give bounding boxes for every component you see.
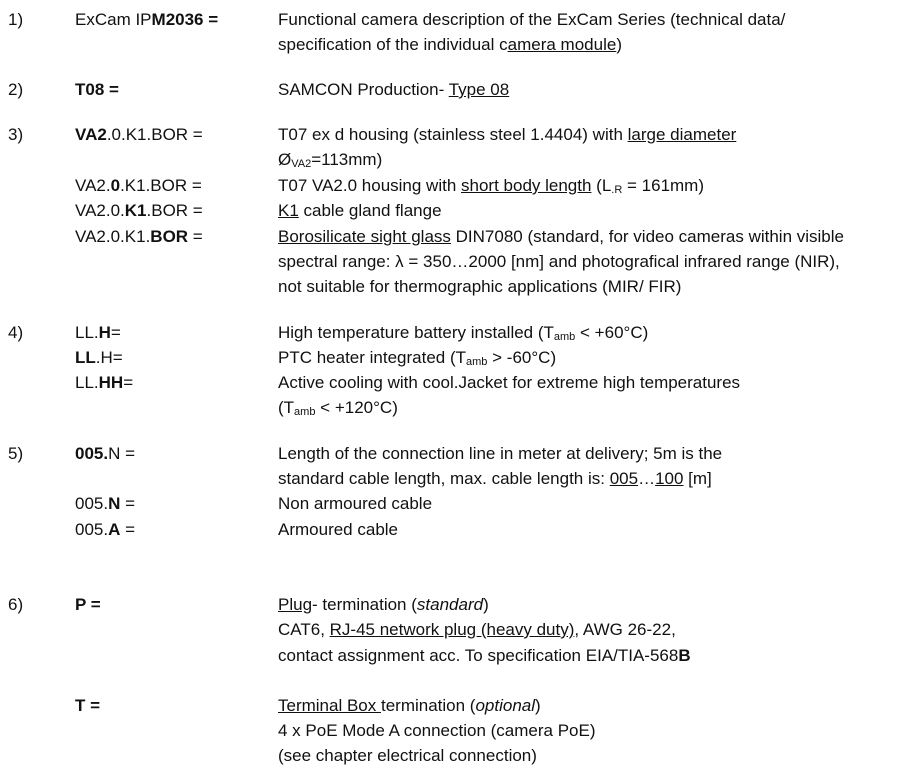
option-description	[278, 252, 840, 272]
text-run: short body length	[461, 176, 592, 195]
text-run: BOR	[150, 227, 189, 246]
text-run: High temperature battery installed (T	[278, 323, 554, 342]
text-run: LL.	[75, 373, 99, 392]
text-run: RJ-45 network plug (heavy duty)	[329, 620, 575, 639]
option-code	[75, 201, 203, 221]
text-run: contact assignment acc. To specification EIA/TIA-568	[278, 646, 679, 665]
option-description	[278, 201, 442, 221]
text-run: spectral range: λ = 350…2000 [nm] and photografical infrared range (NIR),	[278, 252, 840, 271]
text-run: T07 ex d housing (stainless steel 1.4404) with	[278, 125, 628, 144]
text-run: amb	[294, 406, 316, 418]
text-run: , AWG 26-22,	[574, 620, 676, 639]
option-description	[278, 646, 691, 666]
text-run: LL.	[75, 323, 99, 342]
option-code	[75, 125, 203, 145]
text-run: 005.	[75, 520, 109, 539]
text-run: amb	[553, 331, 576, 343]
option-description	[278, 444, 722, 464]
item-number: 6)	[8, 595, 24, 614]
option-description	[278, 176, 704, 196]
option-description	[278, 494, 432, 514]
text-run: T07 VA2.0 housing with	[278, 176, 462, 195]
text-run: (see chapter electrical connection)	[278, 746, 537, 765]
option-description	[278, 323, 648, 343]
text-run: DIN7080 (standard, for video cameras within visible	[450, 227, 844, 246]
text-run: (L	[591, 176, 612, 195]
text-run: )	[483, 595, 489, 614]
item-number: 1)	[8, 10, 24, 29]
text-run: 005.	[75, 494, 109, 513]
text-run: VA2.0.K1.	[75, 227, 151, 246]
text-run: amera module	[507, 35, 617, 54]
text-run: Functional camera description of the ExCam Series (technical data/	[278, 10, 786, 29]
text-run: not suitable for thermographic applications (MIR/ FIR)	[278, 277, 682, 296]
text-run: K1	[278, 201, 299, 220]
option-description	[278, 398, 398, 418]
option-description	[278, 373, 740, 393]
text-run: large diameter	[627, 125, 737, 144]
text-run: cable gland flange	[298, 201, 442, 220]
text-run: = 161mm)	[622, 176, 705, 195]
text-run: N =	[108, 444, 136, 463]
text-run: M2036 =	[151, 10, 219, 29]
text-run: VA2	[291, 158, 312, 170]
option-code	[75, 176, 202, 196]
text-run: VA2.	[75, 176, 111, 195]
text-run: optional	[475, 696, 536, 715]
text-run: 005.	[75, 444, 109, 463]
text-run: .K1.BOR =	[120, 176, 202, 195]
text-run: =	[123, 373, 134, 392]
text-run: .H=	[95, 348, 123, 367]
option-description	[278, 469, 712, 489]
option-code	[75, 373, 133, 393]
option-description	[278, 620, 676, 640]
text-run: B	[678, 646, 691, 665]
text-run: 005	[609, 469, 639, 488]
text-run: standard	[416, 595, 484, 614]
option-code	[75, 444, 135, 464]
option-description	[278, 150, 382, 170]
text-run: P =	[75, 595, 101, 614]
text-run: [m]	[683, 469, 712, 488]
option-code	[75, 10, 218, 30]
option-description	[278, 35, 622, 55]
text-run: Borosilicate sight glass	[278, 227, 451, 246]
item-number: 3)	[8, 125, 24, 144]
option-code	[75, 323, 121, 343]
text-run: =113mm)	[311, 150, 383, 169]
text-run: .BOR =	[146, 201, 203, 220]
text-run: < +60°C)	[575, 323, 649, 342]
text-run: N	[108, 494, 121, 513]
text-run: Plug	[278, 595, 313, 614]
text-run: termination (	[380, 696, 476, 715]
text-run: LL	[75, 348, 96, 367]
text-run: Armoured cable	[278, 520, 399, 539]
option-description	[278, 227, 844, 247]
text-run: HH	[98, 373, 124, 392]
text-run: 100	[655, 469, 684, 488]
option-description	[278, 80, 509, 100]
text-run: Active cooling with cool.Jacket for extreme high temperatures	[278, 373, 741, 392]
option-code	[75, 348, 123, 368]
text-run: SAMCON Production-	[278, 80, 449, 99]
text-run: )	[616, 35, 622, 54]
option-description	[278, 721, 596, 741]
text-run: CAT6,	[278, 620, 330, 639]
text-run: 0	[110, 176, 121, 195]
text-run: VA2.0.	[75, 201, 125, 220]
option-description	[278, 277, 681, 297]
text-run: PTC heater integrated (T	[278, 348, 467, 367]
text-run: Type 08	[448, 80, 510, 99]
option-description	[278, 10, 785, 30]
option-description	[278, 520, 398, 540]
text-run: )	[535, 696, 541, 715]
text-run: T =	[75, 696, 101, 715]
text-run: standard cable length, max. cable length is:	[278, 469, 610, 488]
item-number: 4)	[8, 323, 24, 342]
item-number: 5)	[8, 444, 24, 463]
text-run: …	[638, 469, 656, 488]
text-run: =	[120, 520, 136, 539]
item-number: 2)	[8, 80, 24, 99]
text-run: =	[120, 494, 136, 513]
text-run: specification of the individual c	[278, 35, 508, 54]
text-run: amb	[466, 356, 488, 368]
text-run: A	[108, 520, 121, 539]
text-run: .0.K1.BOR =	[106, 125, 203, 144]
option-description	[278, 595, 489, 615]
text-run: VA2	[75, 125, 107, 144]
option-description	[278, 348, 556, 368]
text-run: Length of the connection line in meter at delivery; 5m is the	[278, 444, 723, 463]
text-run: > -60°C)	[487, 348, 557, 367]
option-code	[75, 80, 119, 100]
text-run: - termination (	[312, 595, 417, 614]
text-run: ExCam IP	[75, 10, 152, 29]
option-description	[278, 696, 541, 716]
option-code	[75, 520, 135, 540]
text-run: 4 x PoE Mode A connection (camera PoE)	[278, 721, 596, 740]
text-run: =	[110, 323, 121, 342]
text-run: < +120°C)	[315, 398, 398, 417]
text-run: Non armoured cable	[278, 494, 433, 513]
text-run: (T	[278, 398, 295, 417]
text-run: Ø	[278, 150, 292, 169]
text-run: =	[188, 227, 203, 246]
option-description	[278, 746, 537, 766]
text-run: .R	[611, 184, 623, 196]
text-run: K1	[124, 201, 147, 220]
text-run: T08 =	[75, 80, 119, 99]
option-code	[75, 696, 100, 716]
text-run: H	[98, 323, 111, 342]
option-code	[75, 227, 203, 247]
text-run: Terminal Box	[278, 696, 381, 715]
option-code	[75, 494, 135, 514]
option-description	[278, 125, 736, 145]
option-code	[75, 595, 101, 615]
